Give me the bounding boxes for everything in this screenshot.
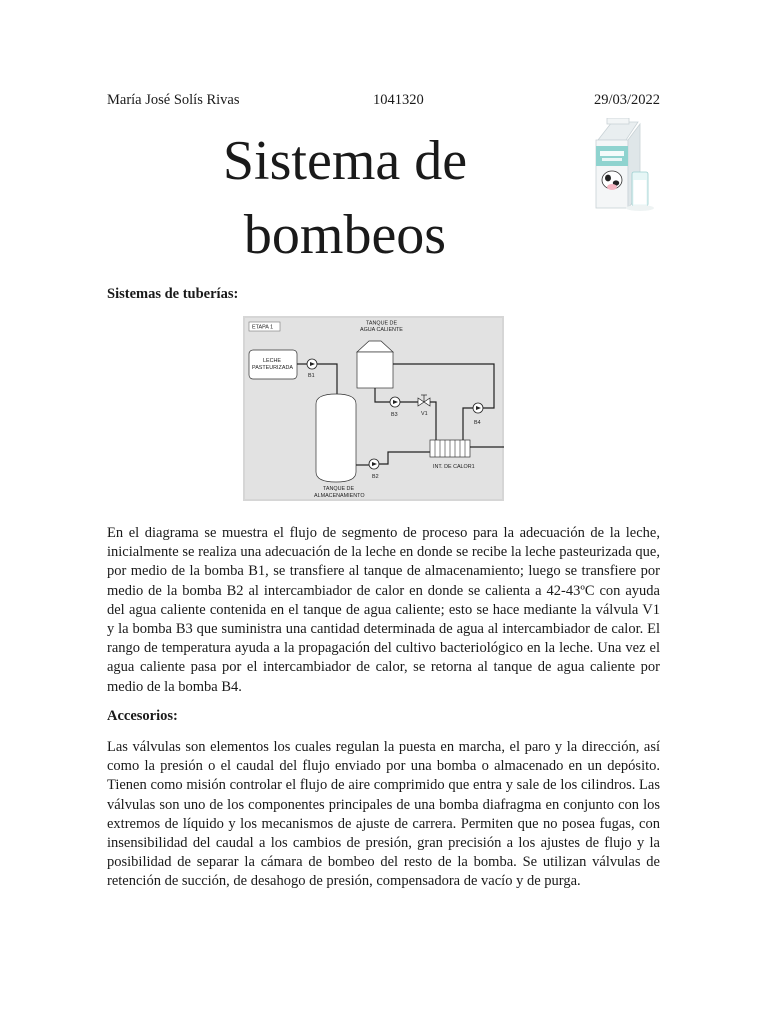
milk-label-1: LECHE (263, 358, 281, 364)
pump-b1-label: B1 (308, 373, 315, 379)
document-header (107, 92, 660, 112)
storage-label-2: ALMACENAMIENTO (314, 493, 365, 499)
hot-tank-label-2: AGUA CALIENTE (360, 327, 403, 333)
section-heading-tuberias: Sistemas de tuberías: (107, 286, 239, 302)
storage-tank (316, 394, 356, 482)
pump-b2-label: B2 (372, 474, 379, 480)
hot-tank-label-1: TANQUE DE (366, 320, 398, 327)
valve-v1-label: V1 (421, 411, 428, 417)
stage-label: ETAPA 1 (252, 324, 274, 331)
title-line-1: Sistema de (222, 130, 468, 192)
milk-carton-icon (592, 118, 654, 214)
title-line-2: bombeos (243, 204, 447, 266)
milk-label-2: PASTEURIZADA (252, 365, 293, 371)
exchanger-label: INT. DE CALOR1 (433, 464, 475, 470)
student-id: 1041320 (373, 92, 424, 108)
storage-label-1: TANQUE DE (323, 486, 355, 492)
author-name: María José Solís Rivas (107, 92, 240, 108)
document-date: 29/03/2022 (593, 92, 660, 108)
pump-b4-label: B4 (474, 420, 481, 426)
process-flow-diagram (243, 316, 504, 501)
hot-water-tank (357, 352, 393, 388)
paragraph-process-description: En el diagrama se muestra el flujo de segmento de proceso para la adecuación de la leche, inicialmente se realiza una adecuación de la leche en donde se recibe la leche pasteurizada que, por medio de la bomba B1, se transfiere al tanque de almacenamiento; luego se transfiere por medio de la bomba B2 al intercambiador de calor en donde se calienta a 42-43ºC con ayuda del agua caliente contenida en el tanque de agua caliente; esto se hace mediante la válvula V1 y la bomba B3 que suministra una cantidad determinada de agua al intercambiador de calor. El rango de temperatura ayuda a la propagación del cultivo bacteriológico en la leche. Una vez el agua caliente pasa por el intercambiador de calor, se retorna al tanque de agua caliente por medio de la bomba B4. (107, 525, 660, 695)
page-title (160, 124, 530, 272)
paragraph-valves-description: Las válvulas son elementos los cuales regulan la puesta en marcha, el paro y la dirección, así como la presión o el caudal del flujo enviado por una bomba o almacenado en un depósito. Tienen como misión controlar el flujo de aire comprimido que entra y sale de los cilindros. Las válvulas son uno de los componentes principales de una bomba diafragma en conjunto con los extremos de líquido y los mecanismos de ajuste de carrera. Permiten que no posea fugas, con insensibilidad del caudal a los cambios de presión, gran precisión a los ajustes de flujo y la posibilidad de separar la cámara de bombeo del resto de la bomba. Se utilizan válvulas de retención de succión, de desahogo de presión, compensadora de vacío y de purga. (107, 739, 660, 890)
section-heading-accesorios: Accesorios: (107, 708, 178, 724)
pump-b3-label: B3 (391, 412, 398, 418)
